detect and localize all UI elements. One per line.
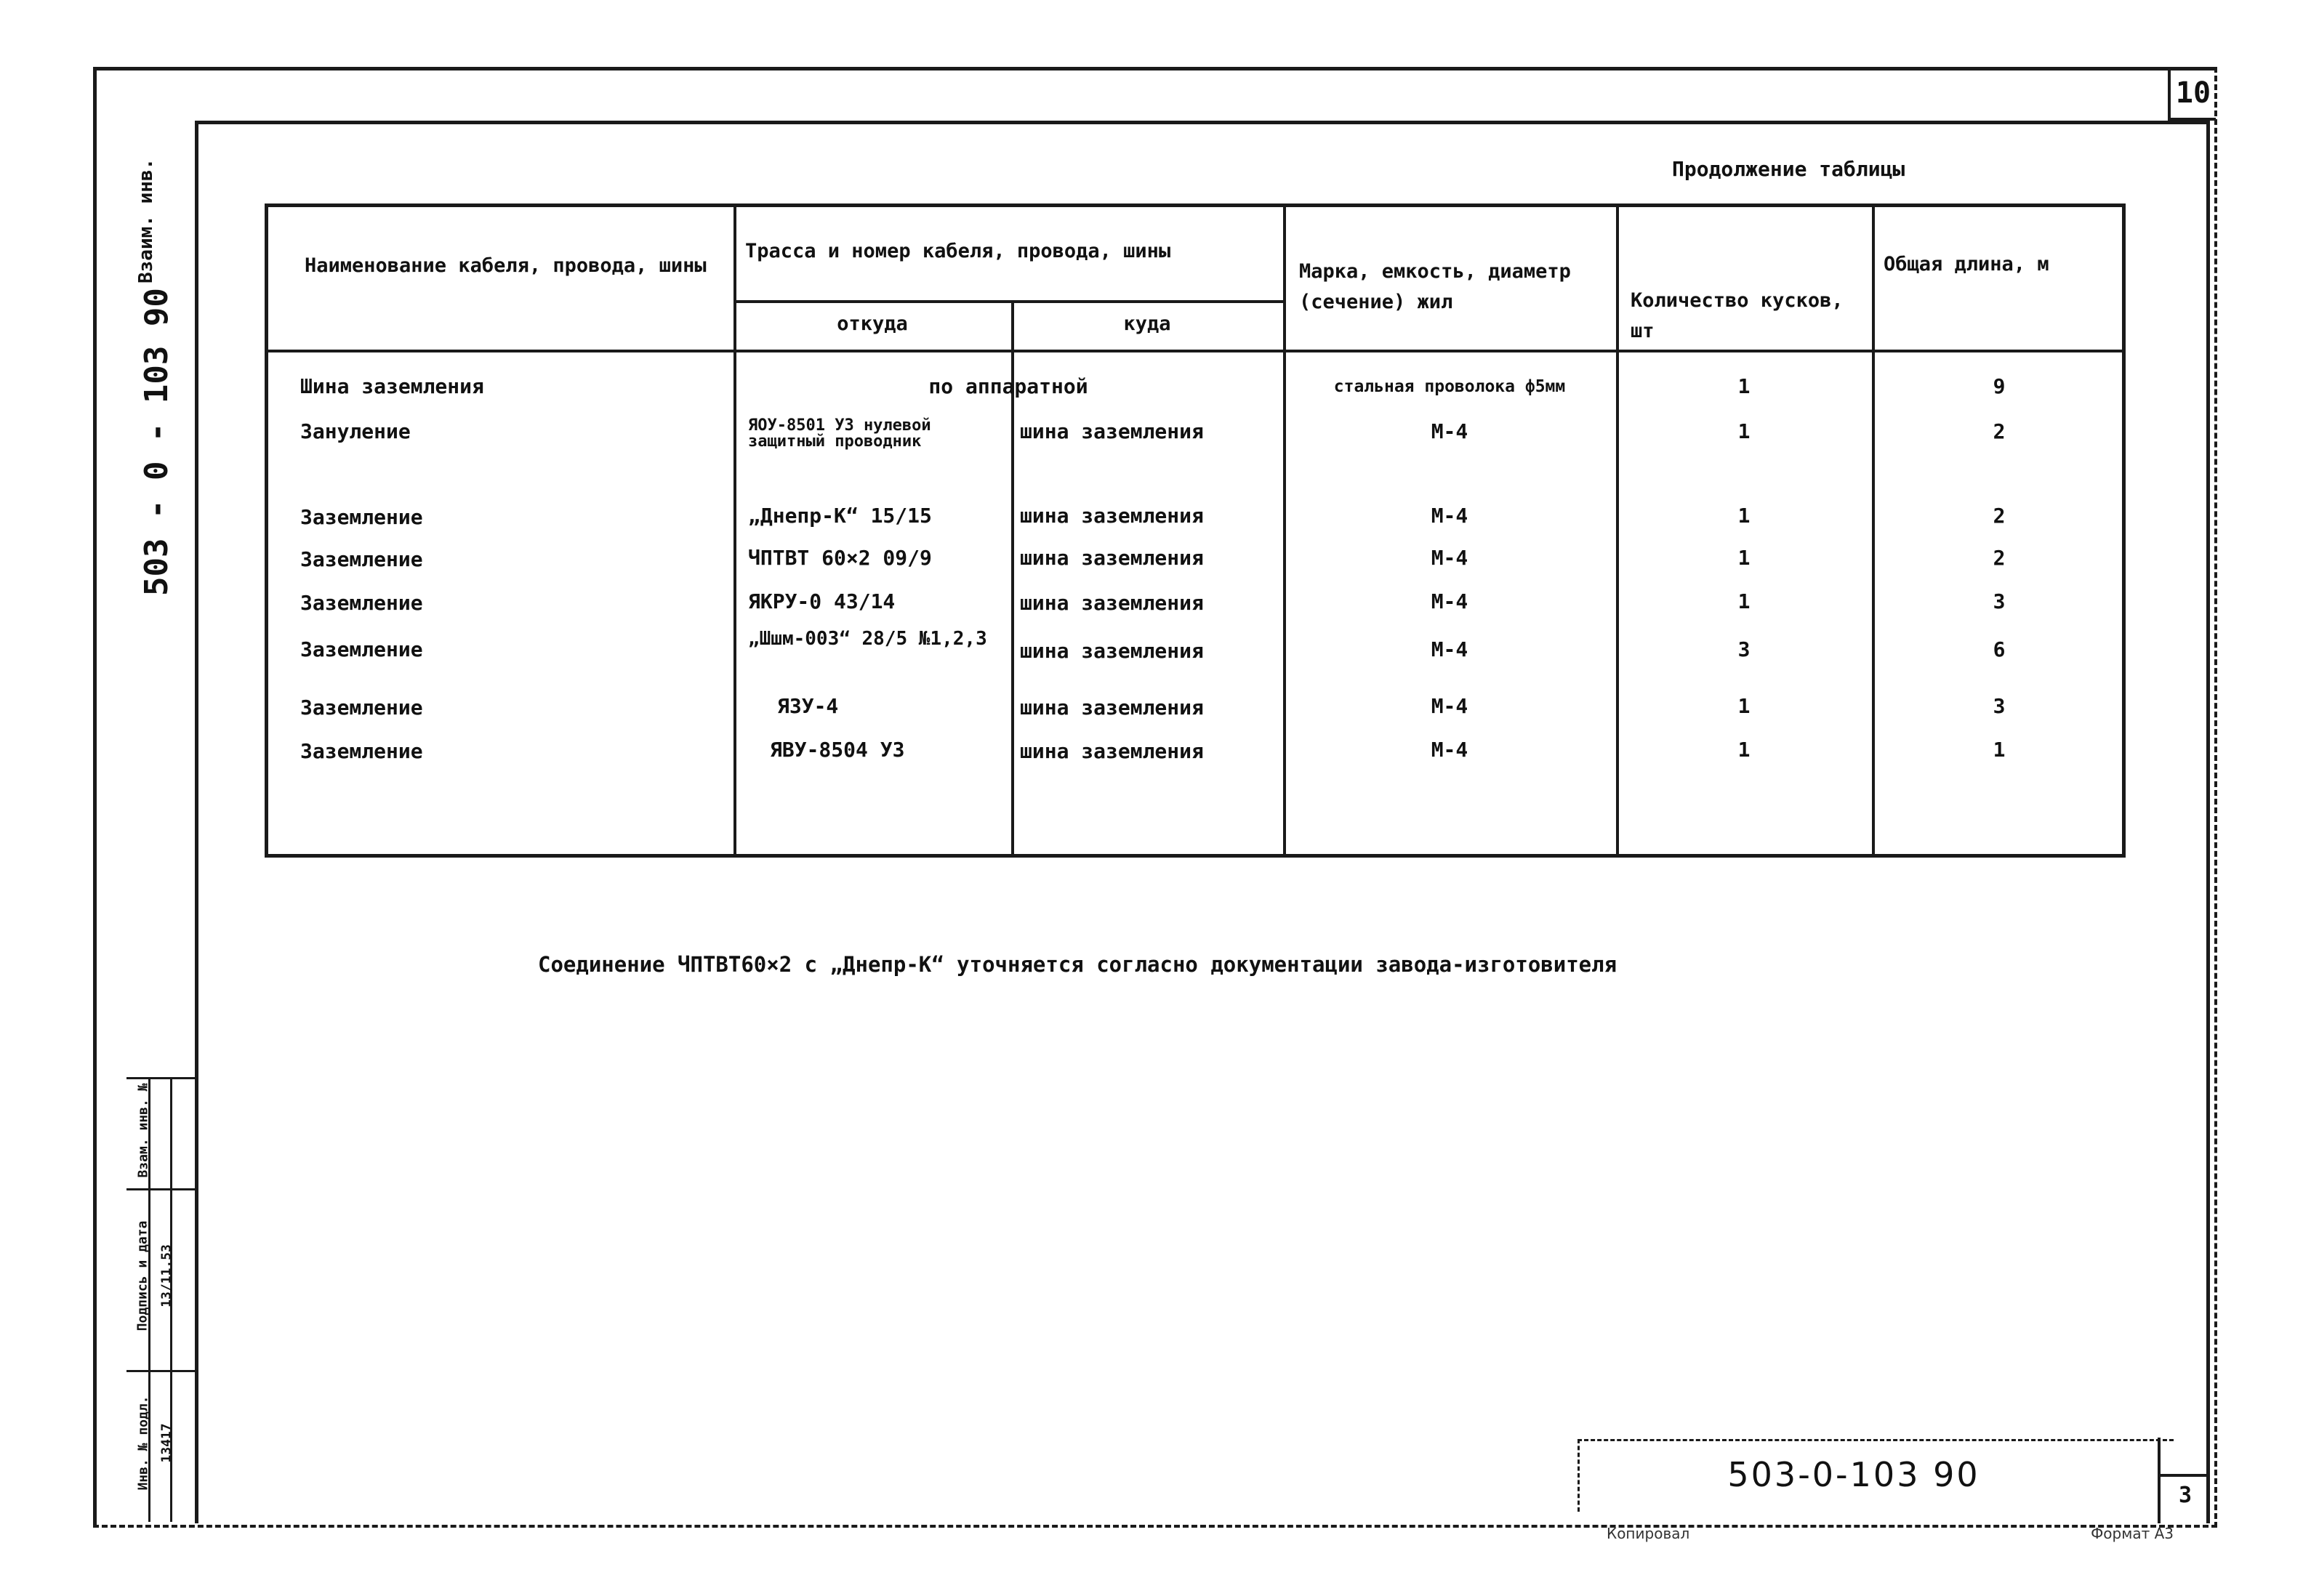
footer-row xyxy=(1607,1525,2174,1542)
row-5-mark: М-4 xyxy=(1431,589,1468,613)
header-from: откуда xyxy=(837,313,908,335)
row-3-to: шина заземления xyxy=(1020,504,1204,528)
row-4-mark: М-4 xyxy=(1431,546,1468,570)
row-4-length: 2 xyxy=(1993,546,2006,570)
row-8-name: Заземление xyxy=(300,739,423,763)
stamp-header-replace: Взам. инв. № xyxy=(135,1083,151,1178)
row-2-length: 2 xyxy=(1993,419,2006,443)
row-7-length: 3 xyxy=(1993,694,2006,718)
stamp-value-signature: 13/11.53 xyxy=(158,1244,174,1307)
cable-table xyxy=(265,203,2126,858)
header-route: Трасса и номер кабеля, провода, шины xyxy=(745,240,1171,262)
row-7-name: Заземление xyxy=(300,696,423,720)
footer-format: Формат А3 xyxy=(2091,1525,2174,1542)
stamp-header-signature: Подпись и дата xyxy=(134,1220,150,1331)
row-5-from: ЯКРУ-0 43/14 xyxy=(748,589,896,613)
row-8-mark: М-4 xyxy=(1431,738,1468,762)
row-5-qty: 1 xyxy=(1737,589,1751,613)
stamp-header-inventory: Инв. № подл. xyxy=(135,1395,151,1491)
stamp-strip xyxy=(126,1077,195,1522)
row-5-name: Заземление xyxy=(300,591,423,615)
stamp-value-inventory: 13417 xyxy=(158,1423,174,1463)
row-6-qty: 3 xyxy=(1737,637,1751,661)
table-caption: Продолжение таблицы xyxy=(1672,157,1905,181)
table-grid-line xyxy=(734,300,1283,303)
row-5-to: шина заземления xyxy=(1020,591,1204,615)
header-name: Наименование кабеля, провода, шины xyxy=(305,254,707,277)
row-8-to: шина заземления xyxy=(1020,739,1204,763)
row-3-qty: 1 xyxy=(1737,504,1751,528)
row-3-length: 2 xyxy=(1993,504,2006,528)
table-note: Соединение ЧПТВТ60×2 с „Днепр-К“ уточняется согласно документации завода-изготовителя xyxy=(538,952,1617,977)
row-4-to: шина заземления xyxy=(1020,546,1204,570)
row-4-qty: 1 xyxy=(1737,546,1751,570)
row-2-to: шина заземления xyxy=(1020,419,1204,443)
table-header-bottom xyxy=(268,350,2122,352)
row-3-from: „Днепр-К“ 15/15 xyxy=(748,504,932,528)
row-1-qty: 1 xyxy=(1737,374,1751,398)
page-number: 3 xyxy=(2178,1483,2193,1508)
row-8-qty: 1 xyxy=(1737,738,1751,762)
row-6-name: Заземление xyxy=(300,637,423,661)
footer-copied: Копировал xyxy=(1607,1525,1690,1542)
row-7-mark: М-4 xyxy=(1431,694,1468,718)
row-1-from: по аппаратной xyxy=(928,374,1088,398)
row-2-name: Зануление xyxy=(300,419,411,443)
row-8-length: 1 xyxy=(1993,738,2006,762)
page-box-divider xyxy=(2161,1474,2210,1477)
row-1-mark: стальная проволока ф5мм xyxy=(1333,377,1566,396)
row-6-mark: М-4 xyxy=(1431,637,1468,661)
stamp-divider xyxy=(126,1188,195,1190)
row-7-to: шина заземления xyxy=(1020,696,1204,720)
row-2-qty: 1 xyxy=(1737,419,1751,443)
header-length: Общая длина, м xyxy=(1884,253,2049,275)
row-1-length: 9 xyxy=(1993,374,2006,398)
row-4-from: ЧПТВТ 60×2 09/9 xyxy=(748,546,932,570)
row-2-from: ЯОУ-8501 У3 нулевой защитный проводник xyxy=(748,416,931,451)
header-qty: Количество кусков, шт xyxy=(1631,289,1844,342)
sheet-number: 10 xyxy=(2168,68,2216,121)
row-7-qty: 1 xyxy=(1737,694,1751,718)
row-3-name: Заземление xyxy=(300,505,423,529)
vertical-label: Взаим. инв. xyxy=(135,158,157,283)
row-2-mark: М-4 xyxy=(1431,419,1468,443)
table-grid-line xyxy=(734,207,736,854)
stamp-divider xyxy=(126,1370,195,1372)
row-6-length: 6 xyxy=(1993,637,2006,661)
row-8-from: ЯВУ-8504 У3 xyxy=(770,738,905,762)
row-7-from: ЯЗУ-4 xyxy=(777,694,839,718)
header-to: куда xyxy=(1123,313,1171,335)
row-6-from: „Шшм-003“ 28/5 №1,2,3 xyxy=(748,628,987,650)
page-number-box xyxy=(2158,1438,2210,1523)
row-3-mark: М-4 xyxy=(1431,504,1468,528)
vertical-doc-code: 503 - 0 - 103 90 xyxy=(138,288,175,596)
title-doc-code: 503-0-103 90 xyxy=(1727,1455,1980,1494)
row-4-name: Заземление xyxy=(300,547,423,571)
row-5-length: 3 xyxy=(1993,589,2006,613)
row-6-to: шина заземления xyxy=(1020,639,1204,663)
header-mark: Марка, емкость, диаметр (сечение) жил xyxy=(1299,260,1571,313)
row-1-name: Шина заземления xyxy=(300,374,484,398)
